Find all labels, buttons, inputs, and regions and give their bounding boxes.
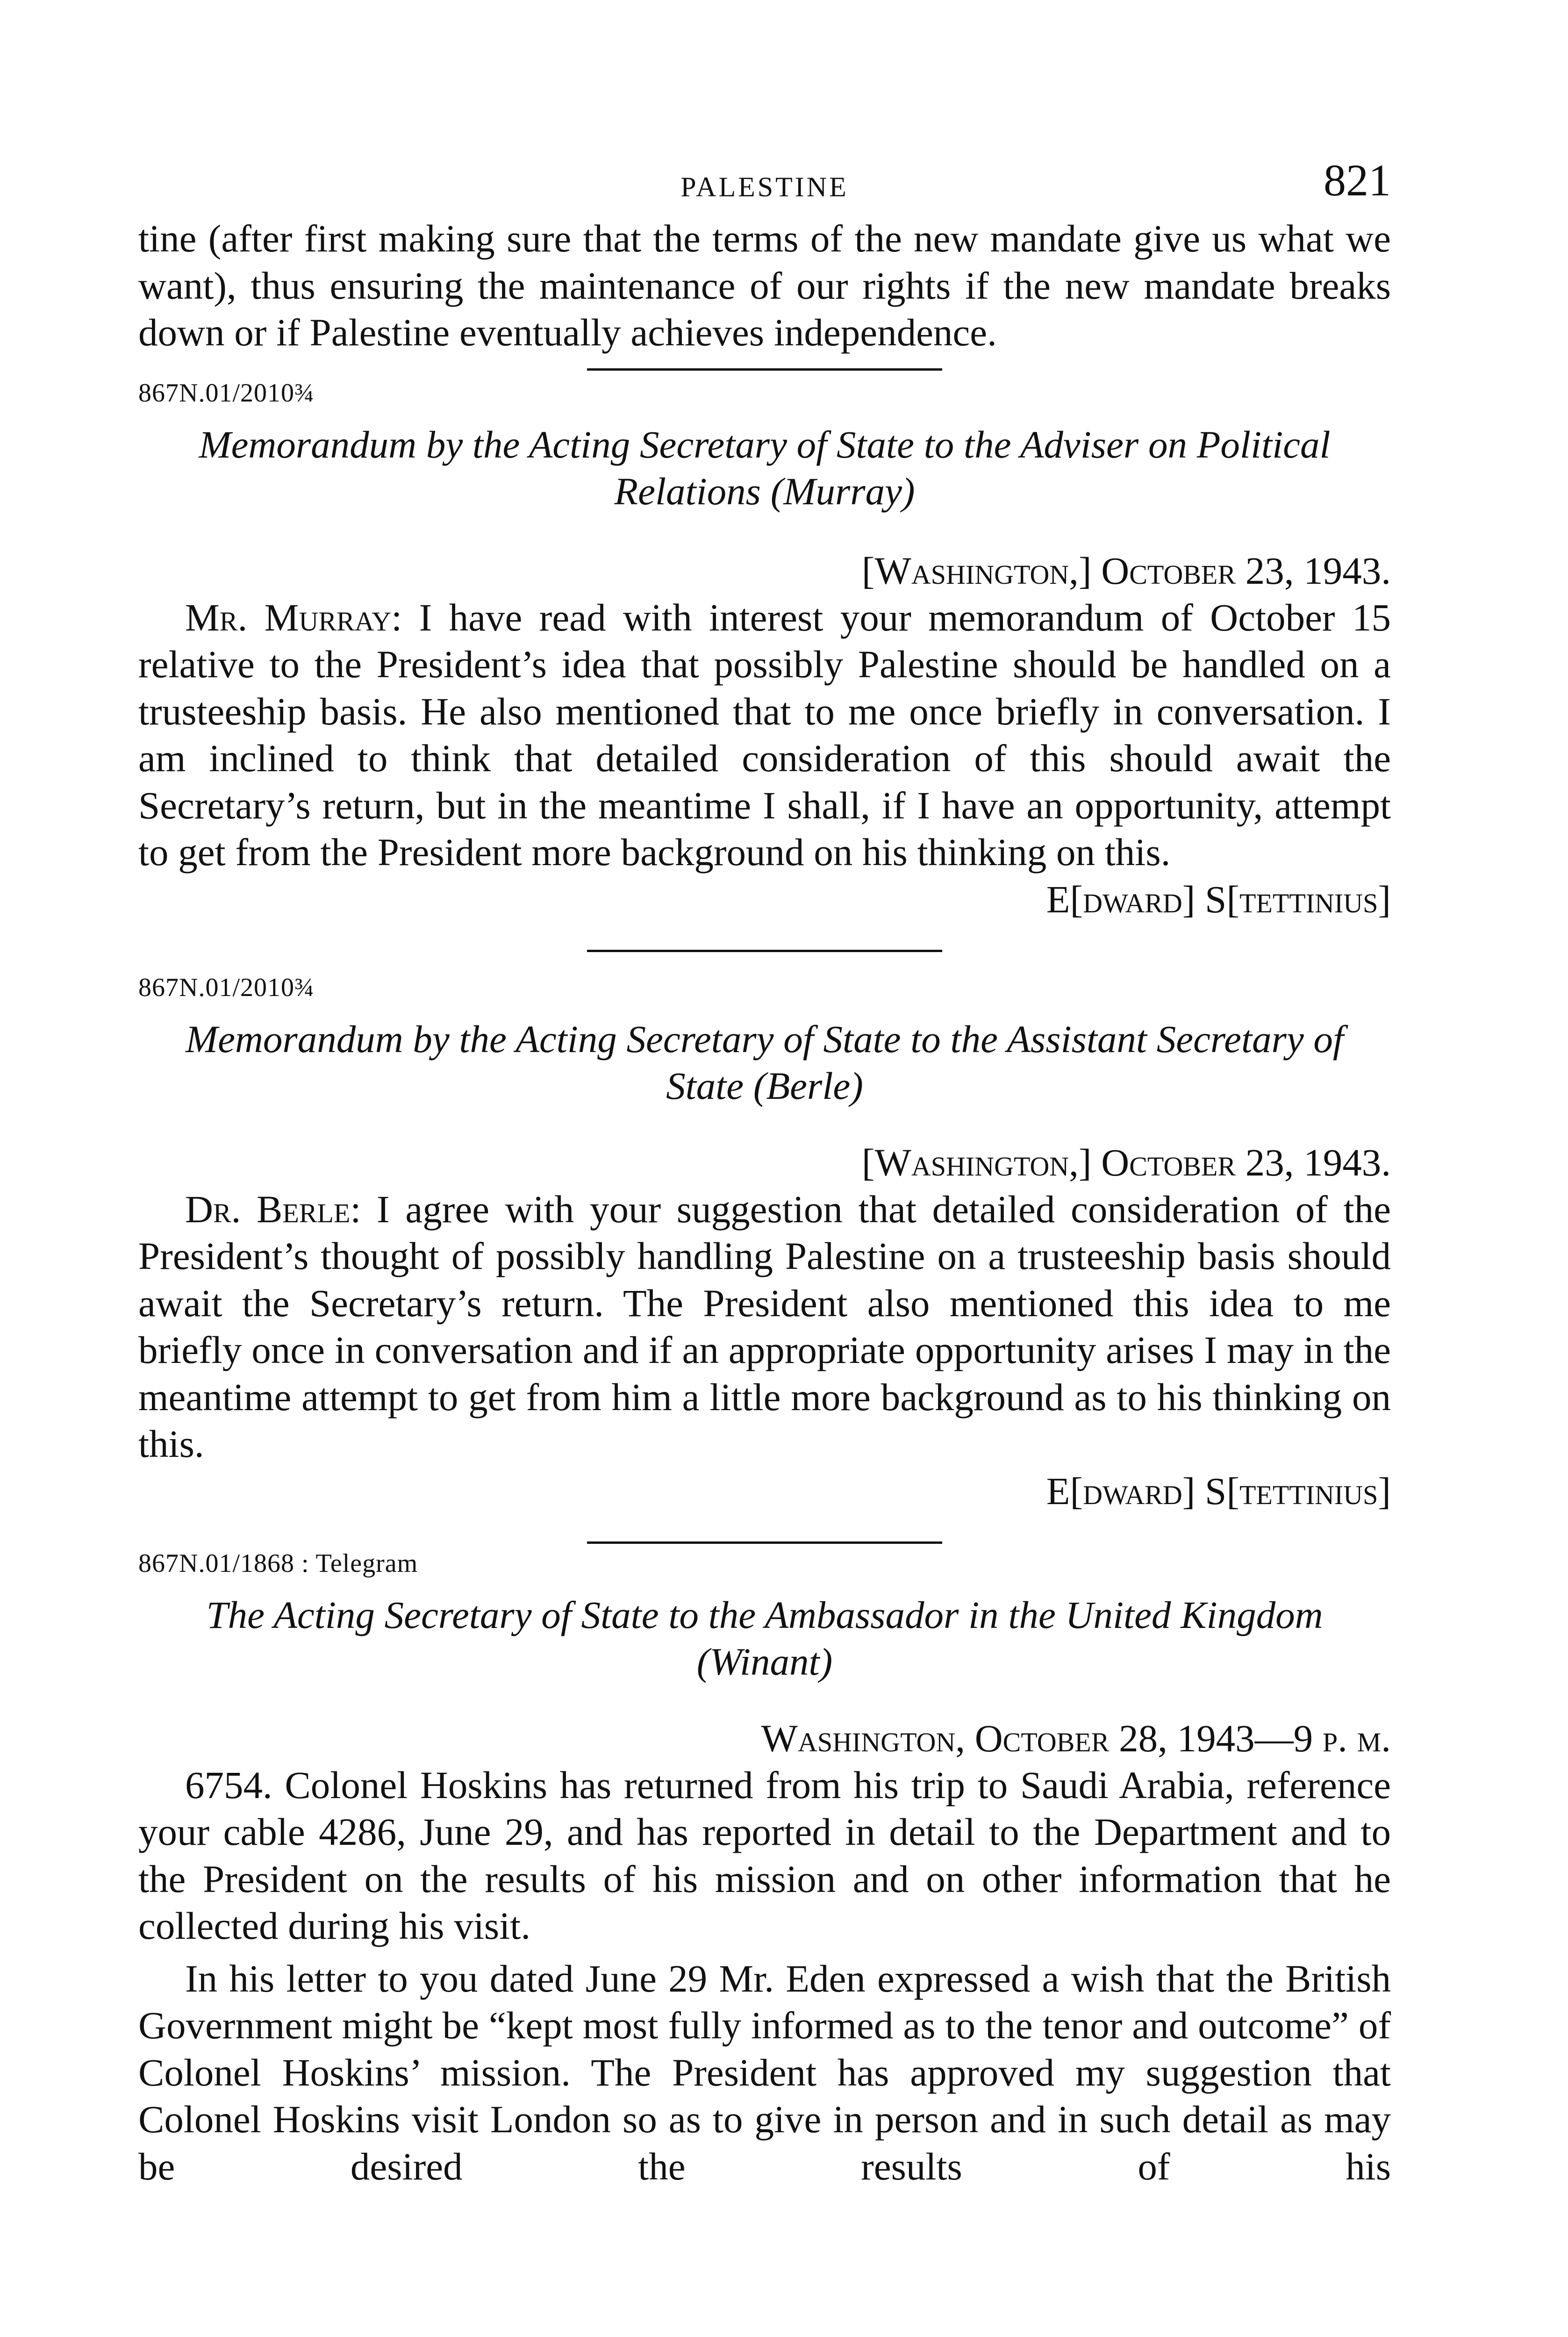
doc3-file-reference: 867N.01/1868 : Telegram (138, 1548, 418, 1578)
page-number: 821 (1324, 155, 1391, 205)
section-divider (587, 368, 942, 371)
document-page (138, 154, 1391, 2190)
doc3-paragraph-2: In his letter to you dated June 29 Mr. Eden expressed a wish that the British Government might be “kept most fully informed as to the tenor and outcome” of Colonel Hoskins’ mission. The President has approved my suggestion that Colonel Hoskins visit London so as to give in person and in such detail as may be desired the results of his (138, 1957, 1391, 2188)
doc3-dateline: Washington, October 28, 1943—9 p. m. (761, 1716, 1391, 1760)
section-divider (587, 1541, 942, 1544)
doc1-title: Memorandum by the Acting Secretary of State to the Adviser on Political Relations (Murray) (199, 423, 1331, 513)
doc2-file-reference: 867N.01/2010¾ (138, 973, 315, 1002)
doc3-title: The Acting Secretary of State to the Ambassador in the United Kingdom (Winant) (206, 1593, 1323, 1683)
doc3-paragraph-1: 6754. Colonel Hoskins has returned from his trip to Saudi Arabia, reference your cable 4286, June 29, and has reported in detail to the Department and to the President on the results of his mission and on other information that he collected during his visit. (138, 1763, 1391, 1947)
doc2-title: Memorandum by the Acting Secretary of State to the Assistant Secretary of State (Berle) (185, 1017, 1344, 1107)
doc1-dateline: [Washington,] October 23, 1943. (861, 549, 1391, 592)
doc1-file-reference: 867N.01/2010¾ (138, 378, 315, 408)
doc2-body-text: I agree with your suggestion that detailed consideration of the President’s thought of possibly handling Palestine on a trusteeship basis should await the Secretary’s return. The President also mentioned this idea to me briefly once in conversation and if an appropriate opportunity arises I may in the meantime attempt to get from him a little more background as to his thinking on this. (138, 1187, 1391, 1465)
intro-paragraph: tine (after first making sure that the terms of the new mandate give us what we want), thus ensuring the maintenance of our rights if the new mandate breaks down or if Palestine eventually achieves independence. (138, 217, 1391, 354)
doc1-signature: E[dward] S[tettinius] (1046, 877, 1391, 921)
doc2-body (138, 1186, 1391, 1468)
running-head (138, 154, 1391, 215)
doc2-salutation: Dr. Berle: (185, 1187, 361, 1231)
doc2-signature: E[dward] S[tettinius] (1046, 1469, 1391, 1513)
section-divider (587, 950, 942, 952)
doc1-salutation: Mr. Murray: (185, 595, 402, 639)
doc2-dateline: [Washington,] October 23, 1943. (861, 1140, 1391, 1184)
doc1-body (138, 594, 1391, 876)
doc1-body-text: I have read with interest your memorandum of October 15 relative to the President’s idea that possibly Palestine should be handled on a trusteeship basis. He also mentioned that to me once briefly in conversation. I am inclined to think that detailed consideration of this should await the Secretary’s return, but in the meantime I shall, if I have an opportunity, attempt to get from the President more background on his thinking on this. (138, 595, 1391, 874)
running-title: PALESTINE (680, 172, 849, 202)
